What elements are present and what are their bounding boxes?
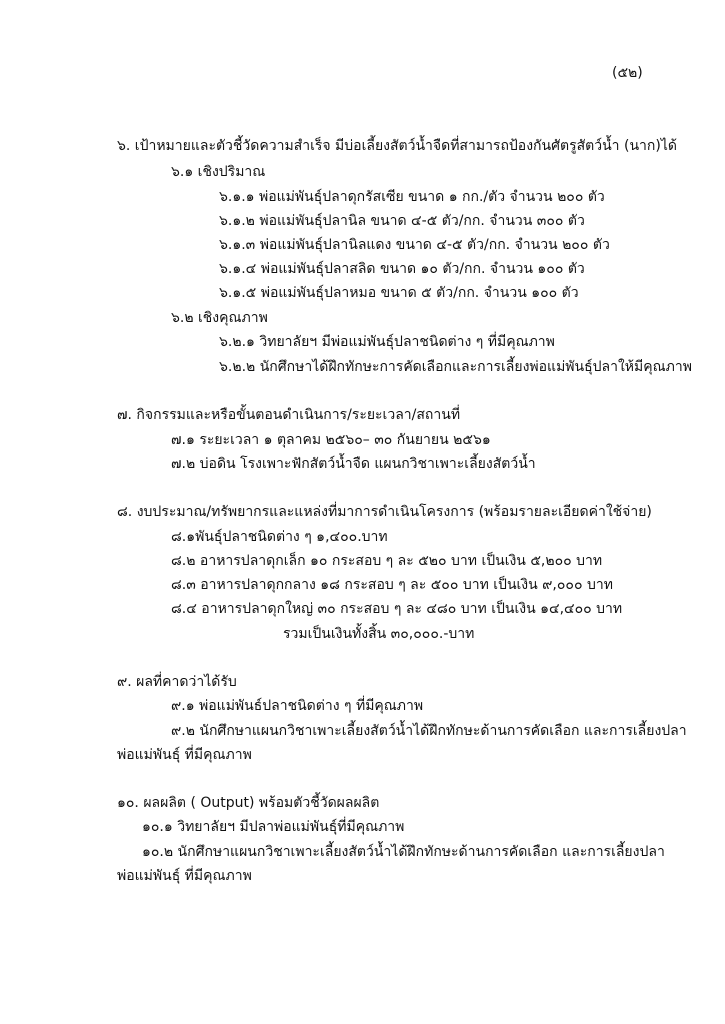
section-6-1-3: ๖.๑.๓ พ่อแม่พันธุ์ปลานิลแดง ขนาด ๔-๕ ตัว/กก. จำนวน ๒๐๐ ตัว: [219, 237, 610, 253]
section-10-heading: ๑๐. ผลผลิต ( Output) พร้อมตัวชี้วัดผลผลิต: [117, 795, 380, 811]
section-6-1-title: ๖.๑ เชิงปริมาณ: [171, 164, 266, 180]
section-10-1: ๑๐.๑ วิทยาลัยฯ มีปลาพ่อแม่พันธุ์ที่มีคุณภาพ: [142, 819, 405, 835]
section-9-2: ๙.๒ นักศึกษาแผนกวิชาเพาะเลี้ยงสัตว์น้ำได้ฝึกทักษะด้านการคัดเลือก และการเลี้ยงปลา: [171, 723, 687, 739]
section-8-total: รวมเป็นเงินทั้งสิ้น ๓๐,๐๐๐.-บาท: [283, 626, 475, 642]
section-6-2-1: ๖.๒.๑ วิทยาลัยฯ มีพ่อแม่พันธุ์ปลาชนิดต่าง ๆ ที่มีคุณภาพ: [219, 334, 555, 350]
section-6-1-5: ๖.๑.๕ พ่อแม่พันธุ์ปลาหมอ ขนาด ๕ ตัว/กก. จำนวน ๑๐๐ ตัว: [219, 285, 579, 301]
section-9-heading: ๙. ผลที่คาดว่าได้รับ: [117, 674, 237, 690]
page-number: (๕๒): [612, 65, 643, 81]
section-6-1-2: ๖.๑.๒ พ่อแม่พันธุ์ปลานิล ขนาด ๔-๕ ตัว/กก. จำนวน ๓๐๐ ตัว: [219, 213, 585, 229]
section-9-1: ๙.๑ พ่อแม่พันธ์ปลาชนิดต่าง ๆ ที่มีคุณภาพ: [171, 698, 424, 714]
section-8-1: ๘.๑พันธุ์ปลาชนิดต่าง ๆ ๑,๔๐๐.บาท: [171, 529, 388, 545]
section-6-1-1: ๖.๑.๑ พ่อแม่พันธุ์ปลาดุกรัสเซีย ขนาด ๑ กก./ตัว จำนวน ๒๐๐ ตัว: [219, 189, 605, 205]
section-7-heading: ๗. กิจกรรมและหรือขั้นตอนดำเนินการ/ระยะเวลา/สถานที่: [117, 407, 461, 423]
section-6-2-2: ๖.๒.๒ นักศึกษาได้ฝึกทักษะการคัดเลือกและการเลี้ยงพ่อแม่พันธุ์ปลาให้มีคุณภาพ: [219, 359, 692, 375]
section-6-2-title: ๖.๒ เชิงคุณภาพ: [171, 310, 268, 326]
section-8-heading: ๘. งบประมาณ/ทรัพยากรและแหล่งที่มาการดำเนินโครงการ (พร้อมรายละเอียดค่าใช้จ่าย): [117, 504, 652, 520]
section-10-2: ๑๐.๒ นักศึกษาแผนกวิชาเพาะเลี้ยงสัตว์น้ำได้ฝึกทักษะด้านการคัดเลือก และการเลี้ยงปลา: [142, 844, 665, 860]
section-6-1-4: ๖.๑.๔ พ่อแม่พันธุ์ปลาสลิด ขนาด ๑๐ ตัว/กก. จำนวน ๑๐๐ ตัว: [219, 261, 585, 277]
section-6-heading: ๖. เป้าหมายและตัวชี้วัดความสำเร็จ มีบ่อเลี้ยงสัตว์น้ำจืดที่สามารถป้องกันศัตรูสัตว์น้ำ (นาก)ได้: [117, 138, 677, 154]
section-10-2-continued: พ่อแม่พันธุ์ ที่มีคุณภาพ: [117, 868, 252, 884]
section-7-1: ๗.๑ ระยะเวลา ๑ ตุลาคม ๒๕๖๐– ๓๐ กันยายน ๒๕๖๑: [171, 432, 491, 448]
section-8-3: ๘.๓ อาหารปลาดุกกลาง ๑๘ กระสอบ ๆ ละ ๕๐๐ บาท เป็นเงิน ๙,๐๐๐ บาท: [171, 577, 613, 593]
section-9-2-continued: พ่อแม่พันธุ์ ที่มีคุณภาพ: [117, 747, 252, 763]
section-7-2: ๗.๒ บ่อดิน โรงเพาะฟักสัตว์น้ำจืด แผนกวิชาเพาะเลี้ยงสัตว์น้ำ: [171, 456, 536, 472]
section-8-2: ๘.๒ อาหารปลาดุกเล็ก ๑๐ กระสอบ ๆ ละ ๕๒๐ บาท เป็นเงิน ๕,๒๐๐ บาท: [171, 553, 603, 569]
section-8-4: ๘.๔ อาหารปลาดุกใหญ่ ๓๐ กระสอบ ๆ ละ ๔๘๐ บาท เป็นเงิน ๑๔,๔๐๐ บาท: [171, 601, 623, 617]
